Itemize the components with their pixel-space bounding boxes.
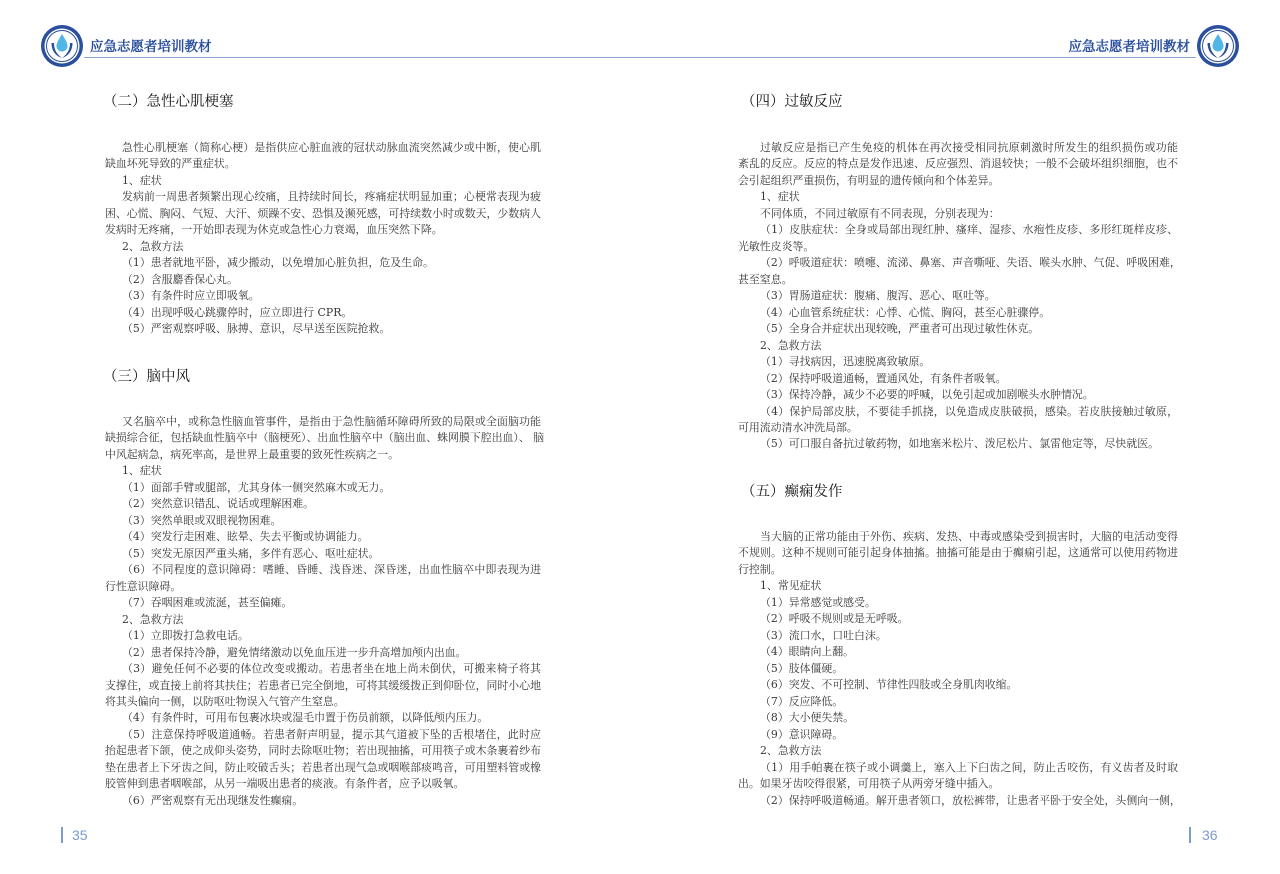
book-title: 应急志愿者培训教材 xyxy=(1068,39,1190,55)
text-line: （2）呼吸不规则或是无呼吸。 xyxy=(760,612,909,626)
text-line: （5）突发无原因严重头痛，多伴有恶心、呕吐症状。 xyxy=(122,546,380,560)
text-line: 行控制。 xyxy=(738,562,782,576)
paragraph xyxy=(738,694,1178,710)
paragraph xyxy=(105,239,541,255)
text-line: （1）立即拨打急救电话。 xyxy=(122,629,249,643)
text-line: 1、症状 xyxy=(760,190,800,204)
paragraph xyxy=(105,595,541,611)
text-line: 缺血坏死导致的严重症状。 xyxy=(105,157,236,171)
right-page xyxy=(640,0,1280,874)
text-line: 2、急救方法 xyxy=(760,338,822,352)
paragraph xyxy=(738,255,1181,288)
paragraph xyxy=(105,628,541,644)
text-line: （5）全身合并症状出现较晚，严重者可出现过敏性休克。 xyxy=(760,322,1040,336)
paragraph xyxy=(738,436,1178,452)
text-line: （3）有条件时应立即吸氧。 xyxy=(122,289,260,303)
text-line: 支撑住，或直接上前将其扶住；若患者已完全倒地，可将其缓缓拨正到仰卧位，同时小心地 xyxy=(105,678,541,692)
paragraph xyxy=(738,371,1178,387)
paragraph xyxy=(105,496,541,512)
paragraph xyxy=(105,272,541,288)
text-line: 出。如果牙齿咬得很紧，可用筷子从两旁牙缝中插入。 xyxy=(738,777,1000,791)
text-line: （9）意识障碍。 xyxy=(760,727,844,741)
folio-bar xyxy=(1189,827,1191,843)
section-heading: （五）癫痫发作 xyxy=(741,484,843,500)
paragraph xyxy=(738,222,1178,255)
text-line: 发病前一周患者频繁出现心绞痛，且持续时间长，疼痛症状明显加重；心梗常表现为疲 xyxy=(122,190,541,204)
text-line: 垫在患者上下牙齿之间，防止咬破舌头；若患者出现气急或咽喉部痰鸣音，可用塑料管或橡 xyxy=(105,760,541,774)
paragraph xyxy=(105,288,541,304)
book-title: 应急志愿者培训教材 xyxy=(90,39,212,55)
paragraph xyxy=(738,677,1178,693)
paragraph xyxy=(738,288,1178,304)
text-line: （1）用手帕裹在筷子或小调羹上，塞入上下臼齿之间，防止舌咬伤，有义齿者及时取 xyxy=(760,760,1178,774)
section-heading: （二）急性心肌梗塞 xyxy=(103,94,234,110)
section-heading: （三）脑中风 xyxy=(103,369,190,385)
text-line: 过敏反应是指已产生免疫的机体在再次接受相同抗原刺激时所发生的组织损伤或功能 xyxy=(760,141,1178,154)
paragraph xyxy=(738,206,1178,222)
paragraph xyxy=(738,595,1178,611)
text-line: （1）面部手臂或腿部，尤其身体一侧突然麻木或无力。 xyxy=(122,480,391,494)
paragraph xyxy=(105,414,545,463)
paragraph xyxy=(105,546,541,562)
paragraph xyxy=(105,255,541,271)
text-line: （3）突然单眼或双眼视物困难。 xyxy=(122,513,282,527)
paragraph xyxy=(105,727,541,793)
text-line: 缺损综合征，包括缺血性脑卒中（脑梗死）、出血性脑卒中（脑出血、蛛网膜下腔出血）、 脑 xyxy=(105,431,545,445)
text-line: 1、常见症状 xyxy=(760,579,822,593)
text-line: （1）皮肤症状：全身或局部出现红肿、瘙痒、湿疹、水疱性皮疹、多形红斑样皮疹、 xyxy=(760,223,1178,237)
paragraph xyxy=(105,793,541,809)
text-line: 行性意识障碍。 xyxy=(105,579,182,593)
text-line: （6）突发、不可控制、节律性四肢或全身肌肉收缩。 xyxy=(760,678,1018,692)
header-rule xyxy=(84,57,640,58)
paragraph xyxy=(738,529,1178,578)
emblem-logo xyxy=(40,24,84,68)
paragraph xyxy=(738,140,1178,189)
text-line: 当大脑的正常功能由于外伤、疾病、发热、中毒或感染受到损害时，大脑的电活动变得 xyxy=(760,530,1178,543)
text-line: （1）寻找病因，迅速脱离致敏原。 xyxy=(760,355,931,369)
paragraph xyxy=(738,305,1178,321)
section-body xyxy=(738,140,1181,453)
text-line: （4）心血管系统症状：心悸、心慌、胸闷，甚至心脏骤停。 xyxy=(760,305,1051,319)
text-line: （2）患者保持冷静，避免情绪激动以免血压进一步升高增加颅内出血。 xyxy=(122,645,467,659)
text-line: 急性心肌梗塞（简称心梗）是指供应心脏血液的冠状动脉血流突然减少或中断，使心肌 xyxy=(122,141,541,154)
paragraph xyxy=(105,463,541,479)
paragraph xyxy=(738,644,1178,660)
text-line: （2）突然意识错乱、说话或理解困难。 xyxy=(122,497,315,511)
paragraph xyxy=(738,743,1178,759)
text-line: 抬起患者下颌，使之成仰头姿势，同时去除呕吐物；若出现抽搐，可用筷子或木条裹着纱布 xyxy=(105,744,541,758)
text-line: （4）眼睛向上翻。 xyxy=(760,645,855,659)
folio-bar xyxy=(61,827,63,843)
text-line: 不规则。这种不规则可能引起身体抽搐。抽搐可能是由于癫痫引起，这通常可以使用药物进 xyxy=(738,546,1178,560)
text-line: 发病时无疼痛，一开始即表现为休克或急性心力衰竭，血压突然下降。 xyxy=(105,223,443,237)
paragraph xyxy=(738,710,1178,726)
paragraph xyxy=(738,321,1178,337)
paragraph xyxy=(105,321,541,337)
paragraph xyxy=(738,661,1178,677)
text-line: （4）保护局部皮肤，不要徒手抓挠，以免造成皮肤破损，感染。若皮肤接触过敏原， xyxy=(760,404,1178,418)
section-heading: （四）过敏反应 xyxy=(741,94,843,110)
paragraph xyxy=(738,189,1178,205)
paragraph xyxy=(738,628,1178,644)
paragraph xyxy=(738,354,1178,370)
paragraph xyxy=(105,529,541,545)
text-line: 1、症状 xyxy=(122,464,162,478)
text-line: （1）患者就地平卧，减少搬动，以免增加心脏负担，危及生命。 xyxy=(122,256,434,270)
page-number: 35 xyxy=(72,827,88,843)
text-line: （7）吞咽困难或流涎，甚至偏瘫。 xyxy=(122,596,293,610)
text-line: （2）含服麝香保心丸。 xyxy=(122,272,238,286)
paragraph xyxy=(105,305,541,321)
paragraph xyxy=(738,793,1181,809)
paragraph xyxy=(738,727,1178,743)
text-line: （1）异常感觉或感受。 xyxy=(760,595,876,609)
text-line: 胶管伸到患者咽喉部，从另一端吸出患者的痰液。有条件者，应予以吸氧。 xyxy=(105,777,465,791)
text-line: 会引起组织严重损伤，有明显的遗传倾向和个体差异。 xyxy=(738,173,1000,187)
text-line: （2）保持呼吸道畅通。解开患者领口，放松裤带，让患者平卧于安全处，头侧向一侧， xyxy=(760,793,1181,807)
paragraph xyxy=(105,173,541,189)
text-line: 不同体质，不同过敏原有不同表现，分别表现为： xyxy=(760,206,1000,220)
text-line: 2、急救方法 xyxy=(760,744,822,758)
paragraph xyxy=(105,480,541,496)
text-line: 困、心慌、胸闷、气短、大汗、烦躁不安、恐惧及濒死感，可持续数小时或数天，少数病人 xyxy=(105,206,541,220)
text-line: （8）大小便失禁。 xyxy=(760,711,855,725)
text-line: 将其头偏向一侧，以防呕吐物误入气管产生窒息。 xyxy=(105,694,345,708)
text-line: 紊乱的反应。反应的特点是发作迅速、反应强烈、消退较快；一般不会破坏组织细胞，也不 xyxy=(738,157,1178,171)
paragraph xyxy=(738,760,1178,793)
paragraph xyxy=(738,404,1178,437)
paragraph xyxy=(105,612,541,628)
section-body xyxy=(105,140,541,338)
emblem-logo xyxy=(1196,24,1240,68)
paragraph xyxy=(105,140,541,173)
text-line: （2）呼吸道症状：喷嚏、流涕、鼻塞、声音嘶哑、失语、喉头水肿、气促、呼吸困难， xyxy=(760,256,1181,270)
paragraph xyxy=(738,387,1178,403)
header-rule xyxy=(640,57,1196,58)
text-line: 可用流动清水冲洗局部。 xyxy=(738,420,858,434)
page-number: 36 xyxy=(1202,827,1218,843)
text-line: （2）保持呼吸道通畅，置通风处，有条件者吸氧。 xyxy=(760,371,1007,385)
paragraph xyxy=(105,645,541,661)
text-line: 中风起病急，病死率高，是世界上最重要的致死性疾病之一。 xyxy=(105,447,400,461)
text-line: 1、症状 xyxy=(122,173,162,187)
text-line: （5）严密观察呼吸、脉搏、意识，尽早送至医院抢救。 xyxy=(122,322,391,336)
text-line: 又名脑卒中，或称急性脑血管事件，是指由于急性脑循环障碍所致的局限或全面脑功能 xyxy=(122,415,541,428)
text-line: 甚至窒息。 xyxy=(738,272,793,286)
text-line: （5）注意保持呼吸道通畅。若患者鼾声明显，提示其气道被下坠的舌根堵住，此时应 xyxy=(122,727,541,741)
text-line: （4）出现呼吸心跳骤停时，应立即进行 CPR。 xyxy=(122,305,353,319)
text-line: （5）可口服自备抗过敏药物，如地塞米松片、泼尼松片、氯雷他定等，尽快就医。 xyxy=(760,437,1159,451)
text-line: （6）严密观察有无出现继发性癫痫。 xyxy=(122,793,304,807)
text-line: （3）流口水，口吐白沫。 xyxy=(760,628,887,642)
text-line: （3）保持冷静，减少不必要的呼喊，以免引起或加剧喉头水肿情况。 xyxy=(760,388,1094,402)
paragraph xyxy=(105,562,541,595)
section-body xyxy=(105,414,545,809)
paragraph xyxy=(738,578,1178,594)
paragraph xyxy=(105,189,541,238)
paragraph xyxy=(738,611,1178,627)
text-line: （5）肢体僵硬。 xyxy=(760,661,844,675)
text-line: （3）避免任何不必要的体位改变或搬动。若患者坐在地上尚未倒伏，可搬来椅子将其 xyxy=(122,662,541,676)
text-line: （3）胃肠道症状：腹痛、腹泻、恶心、呕吐等。 xyxy=(760,289,996,303)
text-line: （6）不同程度的意识障碍：嗜睡、昏睡、浅昏迷、深昏迷，出血性脑卒中即表现为进 xyxy=(122,563,541,577)
paragraph xyxy=(738,338,1178,354)
text-line: （4）突发行走困难、眩晕、失去平衡或协调能力。 xyxy=(122,530,369,544)
text-line: 2、急救方法 xyxy=(122,239,184,253)
text-line: 光敏性皮炎等。 xyxy=(738,239,815,253)
paragraph xyxy=(105,661,541,710)
text-line: （4）有条件时，可用布包裹冰块或湿毛巾置于伤员前额，以降低颅内压力。 xyxy=(122,711,489,725)
text-line: （7）反应降低。 xyxy=(760,694,844,708)
paragraph xyxy=(105,513,541,529)
text-line: 2、急救方法 xyxy=(122,612,184,626)
section-body xyxy=(738,529,1181,809)
paragraph xyxy=(105,710,541,726)
